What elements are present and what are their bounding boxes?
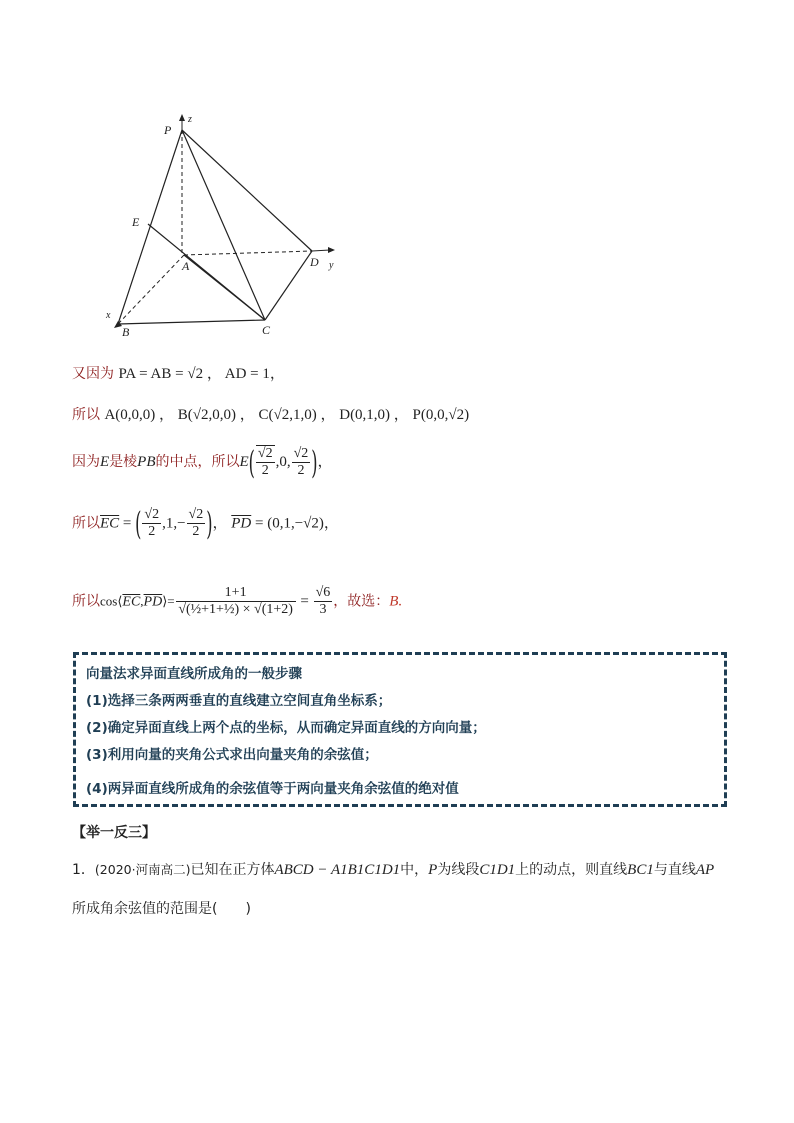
summary-step-1: (1)选择三条两两垂直的直线建立空间直角坐标系； xyxy=(86,693,392,709)
section-heading: 【举一反三】 xyxy=(72,825,156,841)
point-label-a: A xyxy=(182,259,190,273)
point-label-e: E xyxy=(132,215,140,229)
question-source: (2020·河南高二) xyxy=(94,862,191,877)
solution-line-5: 所以$\cos⟨\overline{EC},\overline{PD}⟩=$ $\frac{1+1}{\text{√(½+1+½) × √(1+2)}}$ = $\frac{√6}{3}$ ，故选：B. xyxy=(72,585,403,617)
pyramid-figure xyxy=(100,108,360,343)
point-coordinates: A(0,0,0) ， B(√2,0,0) ， C(√2,1,0) ， D(0,1,0) ， P(0,0,√2) xyxy=(104,407,470,423)
point-label-d: D xyxy=(310,255,319,269)
question-line-1: 1．(2020·河南高二)已知在正方体ABCD − A1B1C1D1中，P为线段C1D1上的动点，则直线BC1与直线AP xyxy=(72,862,715,878)
point-label-c: C xyxy=(262,323,271,337)
solution-line-2: 所以 A(0,0,0) ， B(√2,0,0) ， C(√2,1,0) ， D(0,1,0) ， P(0,0,√2) xyxy=(72,407,470,423)
axis-label-y: y xyxy=(329,260,334,271)
answer-choice: B. xyxy=(389,593,403,610)
summary-step-2: (2)确定异面直线上两个点的坐标，从而确定异面直线的方向向量； xyxy=(86,720,486,736)
axis-label-x: x xyxy=(106,310,111,321)
point-label-p: P xyxy=(164,123,172,137)
solution-line-1: 又因为 PA = AB = √2 ， AD = 1， xyxy=(72,366,285,382)
solution-line-3: 因为E是棱PB的中点，所以E( $\frac{√2}{2}$ ,0, $\frac{√2}{2}$ )， xyxy=(72,443,333,481)
point-label-b: B xyxy=(122,325,130,339)
summary-step-3: (3)利用向量的夹角公式求出向量夹角的余弦值； xyxy=(86,747,378,763)
axis-label-z: z xyxy=(188,114,192,125)
summary-title: 向量法求异面直线所成角的一般步骤 xyxy=(86,666,302,682)
solution-line-4: 所以$\overline{EC}$ = ( $\frac{√2}{2}$ ,1,− $\frac{√2}{2}$ )， $\overline{PD} = (0,1,-√2)$， xyxy=(72,504,339,543)
question-line-2: 所成角余弦值的范围是( ) xyxy=(72,901,251,917)
given-lengths: PA = AB = √2 ， AD = 1， xyxy=(118,366,285,382)
summary-step-4: (4)两异面直线所成角的余弦值等于两向量夹角余弦值的绝对值 xyxy=(86,781,459,797)
